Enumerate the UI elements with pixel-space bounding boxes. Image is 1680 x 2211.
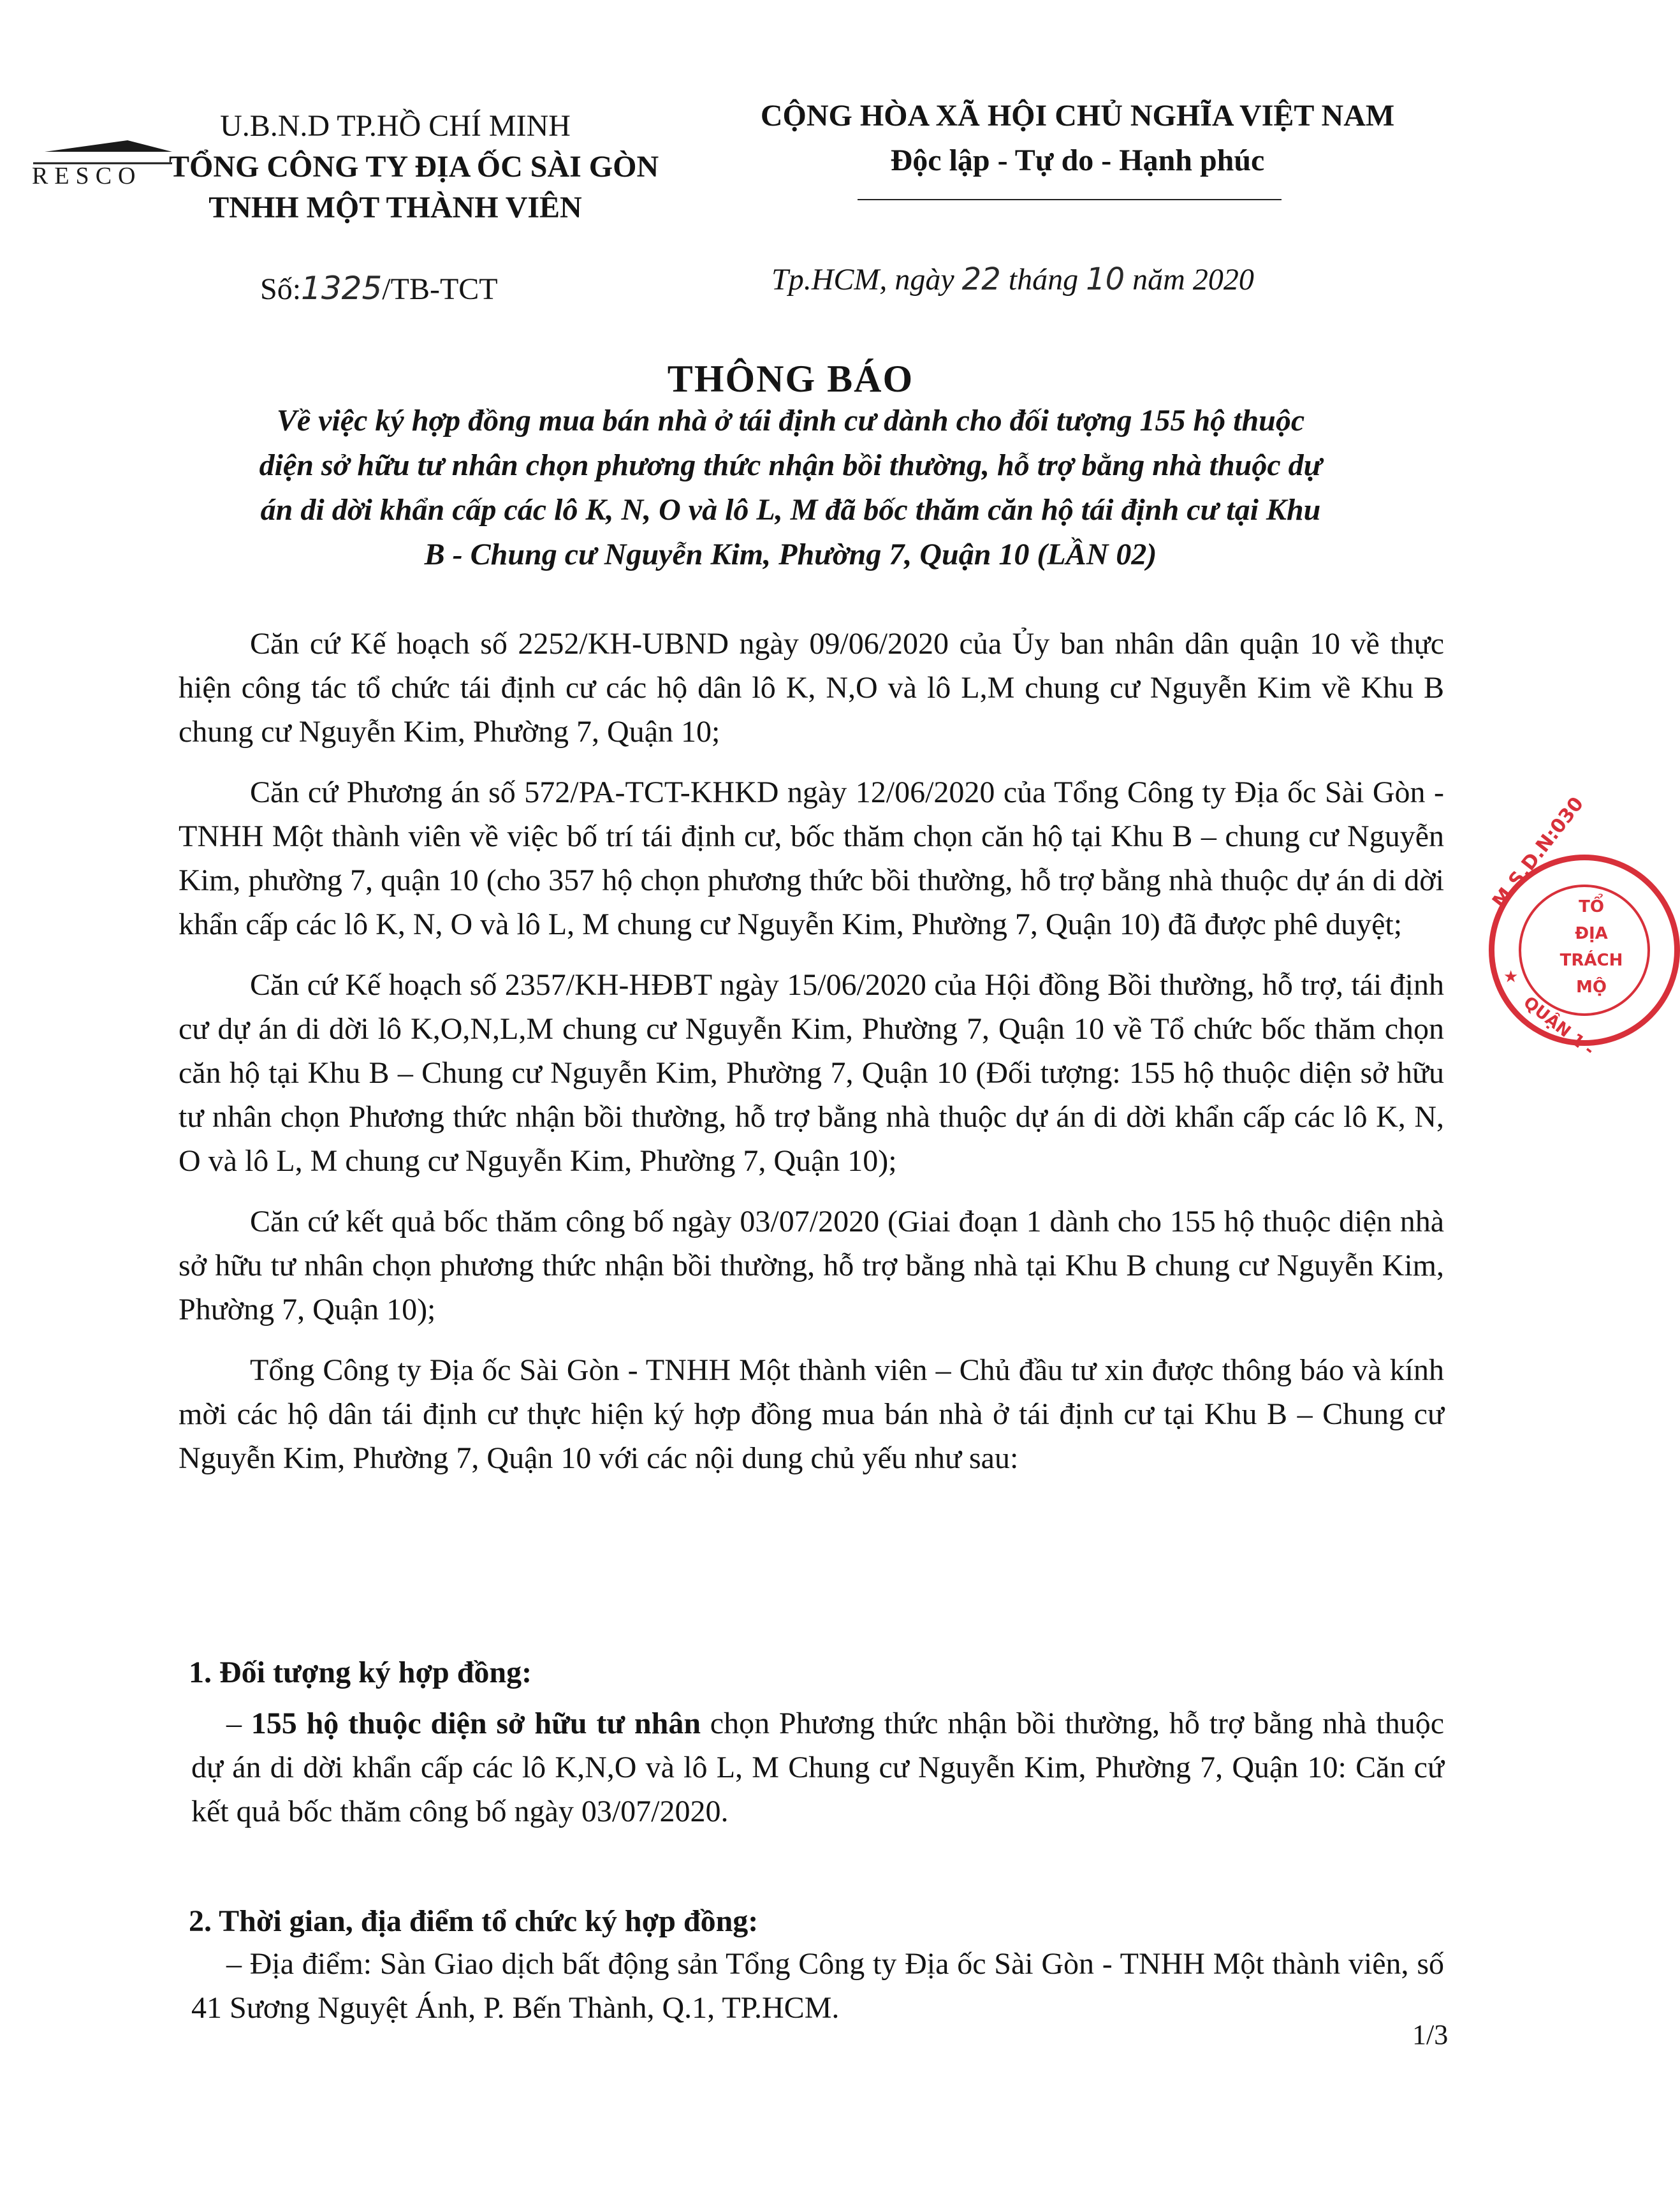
section-1-item [191,1701,1444,1833]
item-dash: – [226,1707,242,1740]
legal-basis-paragraph: Căn cứ kết quả bốc thăm công bố ngày 03/07/2020 (Giai đoạn 1 dành cho 155 hộ thuộc diện nhà sở hữu tư nhân chọn phương thức nhận bồi thường, hỗ trợ bằng nhà tại Khu B chung cư Nguyễn Kim, Phường 7, Quận 10); [179,1205,1444,1326]
document-title: THÔNG BÁO [667,358,914,400]
stamp-line: TỔ [1579,897,1604,916]
company-name-line2: TNHH MỘT THÀNH VIÊN [208,191,582,224]
target-group-text: chọn Phương thức nhận bồi thường, hỗ trợ bằng nhà thuộc dự án di dời khẩn cấp các lô K,N,O và lô L, M Chung cư Nguyễn Kim, Phường 7, Quận 10: Căn cứ kết quả bốc thăm công bố ngày 03/07/2020. [191,1707,1445,1828]
legal-basis-paragraph: Căn cứ Kế hoạch số 2357/KH-HĐBT ngày 15/06/2020 của Hội đồng Bồi thường, hỗ trợ, tái định cư dự án di dời lô K,O,N,L,M chung cư Nguyễn Kim, Phường 7, Quận 10 về Tổ chức bốc thăm chọn căn hộ tại Khu B – Chung cư Nguyễn Kim, Phường 7, Quận 10 (Đối tượng: 155 hộ thuộc diện sở hữu tư nhân chọn Phương thức nhận bồi thường, hỗ trợ bằng nhà thuộc dự án di dời khẩn cấp các lô K, N, O và lô L, M chung cư Nguyễn Kim, Phường 7, Quận 10); [179,968,1444,1178]
location-item: – Địa điểm: Sàn Giao dịch bất động sản Tổng Công ty Địa ốc Sài Gòn - TNHH Một thành viên, số 41 Sương Nguyệt Ánh, P. Bến Thành, Q.1, TP.HCM. [191,1947,1444,2025]
section-1-body [191,1701,1444,1833]
legal-basis-paragraph: Căn cứ Kế hoạch số 2252/KH-UBND ngày 09/06/2020 của Ủy ban nhân dân quận 10 về thực hiện công tác tổ chức tái định cư các hộ dân lô K, N,O và lô L,M chung cư Nguyễn Kim về Khu B chung cư Nguyễn Kim, Phường 7, Quận 10; [179,627,1444,749]
document-subject [128,399,1454,577]
stamp-ring-text: M.S.D.N:030 [1488,793,1589,913]
national-motto: Độc lập - Tự do - Hạnh phúc [890,143,1265,177]
page-number: 1/3 [1412,2019,1449,2050]
date-year: năm 2020 [1132,263,1254,297]
subject-line: Về việc ký hợp đồng mua bán nhà ở tái định cư dành cho đối tượng 155 hộ thuộc [276,404,1305,437]
stamp-line: MỘ [1576,978,1607,997]
company-stamp [1488,793,1680,1060]
resco-logo [26,128,179,191]
subject-line: án di dời khẩn cấp các lô K, N, O và lô L, M đã bốc thăm căn hộ tái định cư tại Khu [260,493,1321,527]
section-1-heading: 1. Đối tượng ký hợp đồng: [189,1656,532,1689]
company-name-line1: TỔNG CÔNG TY ĐỊA ỐC SÀI GÒN [169,150,659,184]
stamp-line: TRÁCH [1559,951,1623,970]
stamp-star-icon: ★ [1503,967,1519,986]
doc-no-handwritten: 1325 [301,270,383,307]
announcement-paragraph: Tổng Công ty Địa ốc Sài Gòn - TNHH Một thành viên – Chủ đầu tư xin được thông báo và kính mời các hộ dân tái định cư thực hiện ký hợp đồng mua bán nhà ở tái định cư tại Khu B – Chung cư Nguyễn Kim, Phường 7, Quận 10 với các nội dung chủ yếu như sau: [179,1353,1444,1475]
date-month-label: tháng [1008,263,1079,297]
issuing-authority: U.B.N.D TP.HỒ CHÍ MINH [220,109,571,143]
doc-no-suffix: /TB-TCT [382,272,498,306]
motto-underline [858,199,1282,200]
target-group-bold: 155 hộ thuộc diện sở hữu tư nhân [251,1707,701,1740]
doc-no-prefix: Số: [260,272,302,306]
stamp-center-text [1547,893,1636,1001]
subject-line: diện sở hữu tư nhân chọn phương thức nhận bồi thường, hỗ trợ bằng nhà thuộc dự [259,448,1322,482]
date-month-handwritten: 10 [1086,261,1125,297]
national-title: CỘNG HÒA XÃ HỘI CHỦ NGHĨA VIỆT NAM [760,99,1395,133]
document-date [771,260,1254,299]
date-prefix: Tp.HCM, ngày [771,263,954,297]
stamp-line: ĐỊA [1575,924,1608,943]
document-body [179,622,1444,1497]
stamp-bottom-text: QUẬN 1 - [1519,993,1598,1060]
subject-line: B - Chung cư Nguyễn Kim, Phường 7, Quận 10 (LẦN 02) [424,538,1157,571]
resco-logo-text: RESCO [32,163,142,189]
section-2-body [191,1942,1444,2030]
legal-basis-paragraph: Căn cứ Phương án số 572/PA-TCT-KHKD ngày 12/06/2020 của Tổng Công ty Địa ốc Sài Gòn - TNHH Một thành viên về việc bố trí tái định cư, bốc thăm chọn căn hộ tại Khu B – chung cư Nguyễn Kim, phường 7, quận 10 (cho 357 hộ chọn phương thức bồi thường, hỗ trợ bằng nhà thuộc dự án di dời khẩn cấp các lô K, N, O và lô L, M chung cư Nguyễn Kim, Phường 7, Quận 10) đã được phê duyệt; [179,775,1444,941]
date-day-handwritten: 22 [961,261,1001,297]
document-number [260,269,498,309]
section-2-heading: 2. Thời gian, địa điểm tổ chức ký hợp đồng: [189,1904,759,1938]
